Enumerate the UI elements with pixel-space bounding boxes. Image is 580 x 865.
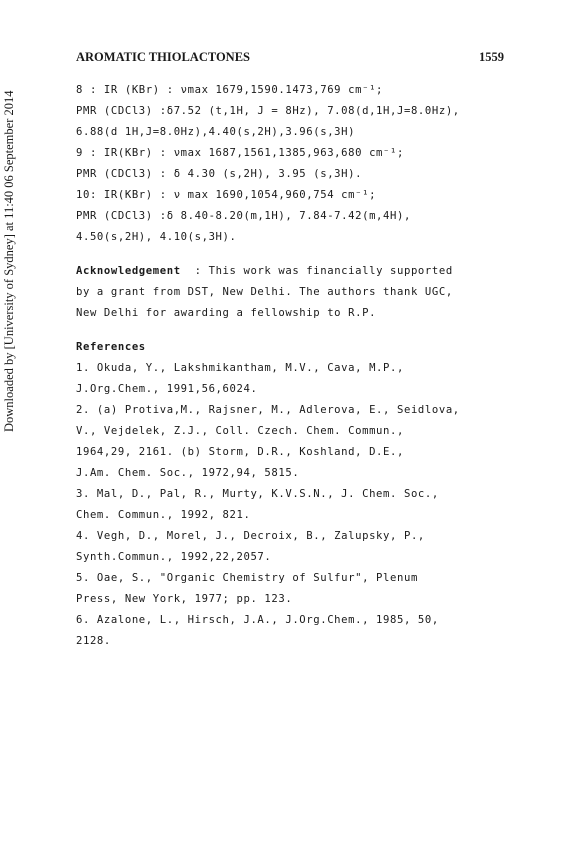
spectra-line: PMR (CDCl3) :δ7.52 (t,1H, J = 8Hz), 7.08(d,1H,J=8.0Hz), <box>76 105 460 117</box>
spectra-line: 6.88(d 1H,J=8.0Hz),4.40(s,2H),3.96(s,3H) <box>76 126 356 138</box>
reference-line: 6. Azalone, L., Hirsch, J.A., J.Org.Chem., 1985, 50, <box>76 614 439 626</box>
acknowledgement-section <box>76 261 506 324</box>
reference-line: 4. Vegh, D., Morel, J., Decroix, B., Zalupsky, P., <box>76 530 425 542</box>
reference-line: V., Vejdelek, Z.J., Coll. Czech. Chem. Commun., <box>76 425 404 437</box>
reference-line: 5. Oae, S., "Organic Chemistry of Sulfur", Plenum <box>76 572 418 584</box>
reference-line: Press, New York, 1977; pp. 123. <box>76 593 293 605</box>
spectra-line: 8 : IR (KBr) : νmax 1679,1590.1473,769 cm⁻¹; <box>76 84 384 96</box>
reference-line: 1964,29, 2161. (b) Storm, D.R., Koshland, D.E., <box>76 446 404 458</box>
reference-line: J.Org.Chem., 1991,56,6024. <box>76 383 258 395</box>
spectra-line: 9 : IR(KBr) : νmax 1687,1561,1385,963,680 cm⁻¹; <box>76 147 404 159</box>
spectra-line: 4.50(s,2H), 4.10(s,3H). <box>76 231 237 243</box>
reference-line: 2128. <box>76 635 111 647</box>
references-heading: References <box>76 341 146 353</box>
acknowledgement-line: : This work was financially supported <box>194 265 453 277</box>
page-number: 1559 <box>479 50 504 64</box>
download-watermark: Downloaded by [University of Sydney] at 11:40 06 September 2014 <box>2 90 16 432</box>
spectral-data <box>76 80 506 248</box>
spectra-line: PMR (CDCl3) :δ 8.40-8.20(m,1H), 7.84-7.42(m,4H), <box>76 210 411 222</box>
running-title: AROMATIC THIOLACTONES <box>76 50 250 64</box>
page-body <box>76 80 506 652</box>
reference-line: 3. Mal, D., Pal, R., Murty, K.V.S.N., J. Chem. Soc., <box>76 488 439 500</box>
reference-line: Synth.Commun., 1992,22,2057. <box>76 551 272 563</box>
reference-line: Chem. Commun., 1992, 821. <box>76 509 251 521</box>
download-watermark-strip <box>0 0 20 865</box>
references-section <box>76 337 506 652</box>
spectra-line: 10: IR(KBr) : ν max 1690,1054,960,754 cm⁻¹; <box>76 189 377 201</box>
spectra-line: PMR (CDCl3) : δ 4.30 (s,2H), 3.95 (s,3H). <box>76 168 363 180</box>
acknowledgement-heading: Acknowledgement <box>76 265 181 277</box>
reference-line: 2. (a) Protiva,M., Rajsner, M., Adlerova, E., Seidlova, <box>76 404 460 416</box>
reference-line: J.Am. Chem. Soc., 1972,94, 5815. <box>76 467 300 479</box>
acknowledgement-line: New Delhi for awarding a fellowship to R.P. <box>76 307 377 319</box>
running-header <box>76 50 504 65</box>
acknowledgement-line: by a grant from DST, New Delhi. The authors thank UGC, <box>76 286 453 298</box>
reference-line: 1. Okuda, Y., Lakshmikantham, M.V., Cava, M.P., <box>76 362 404 374</box>
